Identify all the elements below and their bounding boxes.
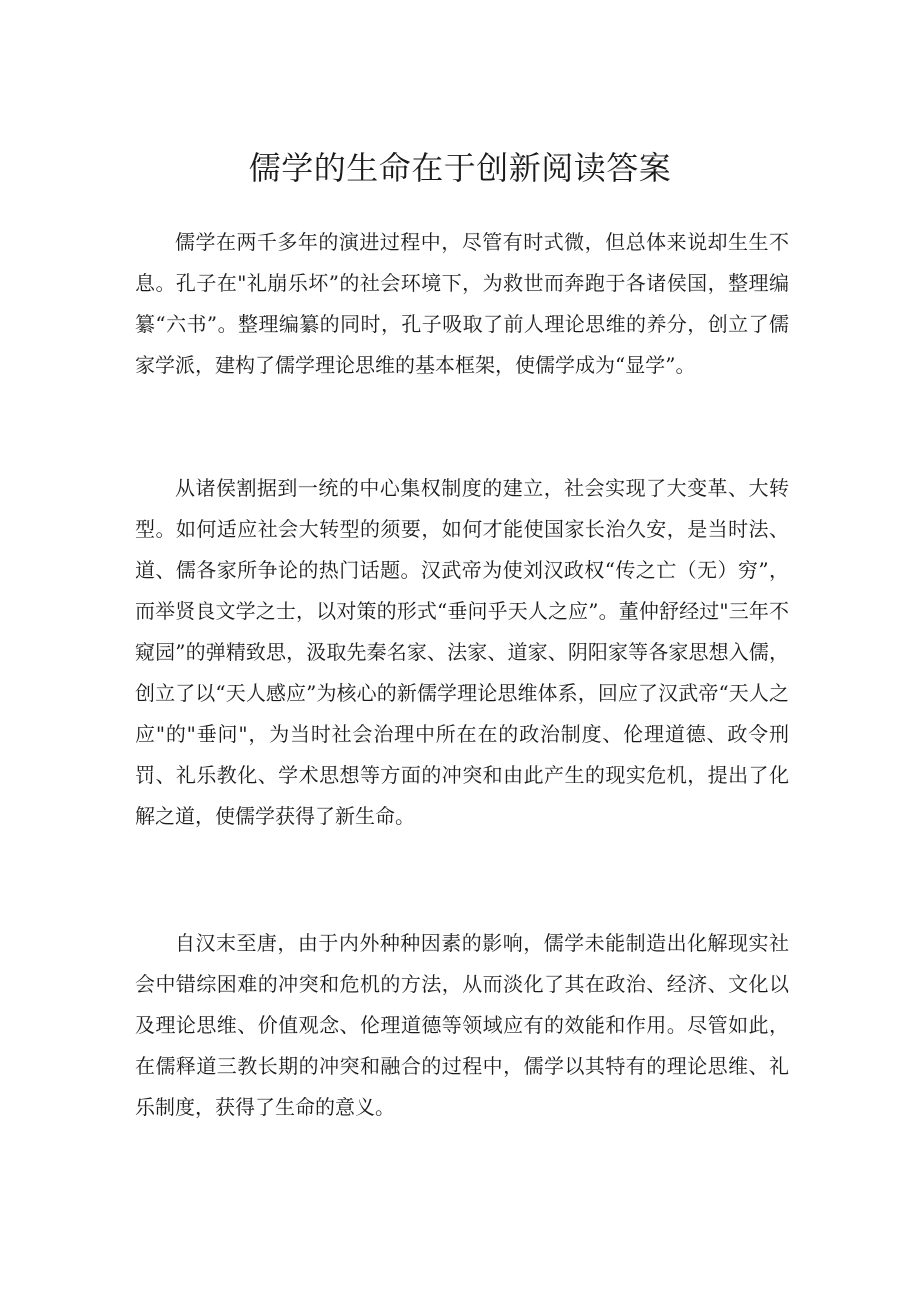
document-title: 儒学的生命在于创新阅读答案 xyxy=(248,149,672,187)
paragraph-1: 儒学在两千多年的演进过程中，尽管有时式微，但总体来说却生生不息。孔子在"礼崩乐坏”的社会环境下，为救世而奔跑于各诸侯国，整理编纂“六书”。整理编纂的同时，孔子吸取了前人理论思维的养分，创立了儒家学派，建构了儒学理论思维的基本框架，使儒学成为“显学”。 xyxy=(135,230,789,377)
paragraph-2: 从诸侯割据到一统的中心集权制度的建立，社会实现了大变革、大转型。如何适应社会大转型的须要，如何才能使国家长治久安，是当时法、道、儒各家所争论的热门话题。汉武帝为使刘汉政权“传之亡（无）穷”，而举贤良文学之士，以对策的形式“垂问乎天人之应”。董仲舒经过"三年不窥园”的弹精致思，汲取先秦名家、法家、道家、阴阳家等各家思想入儒，创立了以“天人感应”为核心的新儒学理论思维体系，回应了汉武帝“天人之应"的"垂问"，为当时社会治理中所在在的政治制度、伦理道德、政令刑罚、礼乐教化、学术思想等方面的冲突和由此产生的现实危机，提出了化解之道，使儒学获得了新生命。 xyxy=(135,476,789,828)
paragraph-3: 自汉末至唐，由于内外种种因素的影响，儒学未能制造出化解现实社会中错综困难的冲突和危机的方法，从而淡化了其在政治、经济、文化以及理论思维、价值观念、伦理道德等领域应有的效能和作用。尽管如此，在儒释道三教长期的冲突和融合的过程中，儒学以其特有的理论思维、礼乐制度，获得了生命的意义。 xyxy=(135,931,789,1119)
